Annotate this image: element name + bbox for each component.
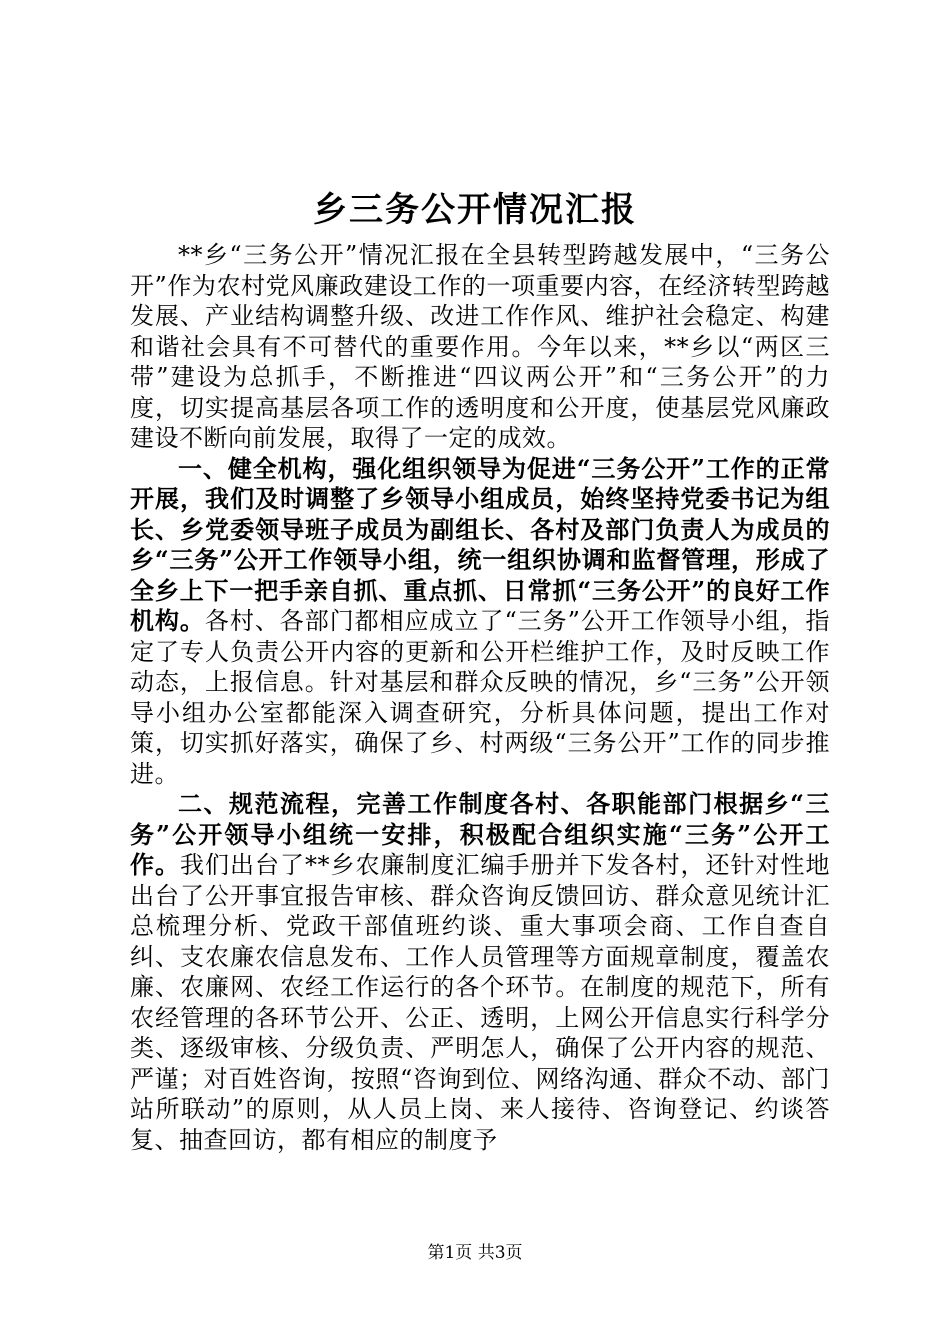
paragraph-intro-text: **乡“三务公开”情况汇报在全县转型跨越发展中，“三务公开”作为农村党风廉政建设工作的一项重要内容，在经济转型跨越发展、产业结构调整升级、改进工作作风、维护社会稳定、构建和谐社会具有不可替代的重要作用。今年以来，**乡以“两区三带”建设为总抓手，不断推进“四议两公开”和“三务公开”的力度，切实提高基层各项工作的透明度和公开度，使基层党风廉政建设不断向前发展，取得了一定的成效。: [130, 241, 830, 452]
paragraph-section-2: [130, 789, 830, 1155]
section-1-text: 各村、各部门都相应成立了“三务”公开工作领导小组，指定了专人负责公开内容的更新和公开栏维护工作，及时反映工作动态，上报信息。针对基层和群众反映的情况，乡“三务”公开领导小组办公室都能深入调查研究，分析具体问题，提出工作对策，切实抓好落实，确保了乡、村两级“三务公开”工作的同步推进。: [130, 607, 830, 788]
page-footer: 第1页 共3页: [427, 1243, 523, 1263]
section-2-text: 我们出台了**乡农廉制度汇编手册并下发各村，还针对性地出台了公开事宜报告审核、群众咨询反馈回访、群众意见统计汇总梳理分析、党政干部值班约谈、重大事项会商、工作自查自纠、支农廉农信息发布、工作人员管理等方面规章制度，覆盖农廉、农廉网、农经工作运行的各个环节。在制度的规范下，所有农经管理的各环节公开、公正、透明，上网公开信息实行科学分类、逐级审核、分级负责、严明怎人，确保了公开内容的规范、严谨；对百姓咨询，按照“咨询到位、网络沟通、群众不动、部门站所联动”的原则，从人员上岗、来人接待、咨询登记、约谈答复、抽查回访，都有相应的制度予: [130, 851, 830, 1154]
document-body: [130, 240, 830, 1155]
document-title: 乡三务公开情况汇报: [313, 190, 637, 230]
paragraph-intro: [130, 240, 830, 454]
section-2-heading: 二、规范流程，完善工作制度各村、各职能部门根据乡“三务”公开领导小组统一安排，积极配合组织实施“三务”公开工作。: [130, 789, 830, 879]
section-1-heading: 一、健全机构，强化组织领导为促进“三务公开”工作的正常开展，我们及时调整了乡领导小组成员，始终坚持党委书记为组长、乡党委领导班子成员为副组长、各村及部门负责人为成员的乡“三务”公开工作领导小组，统一组织协调和监督管理，形成了全乡上下一把手亲自抓、重点抓、日常抓“三务公开”的良好工作机构。: [130, 453, 830, 635]
paragraph-section-1: [130, 454, 830, 790]
